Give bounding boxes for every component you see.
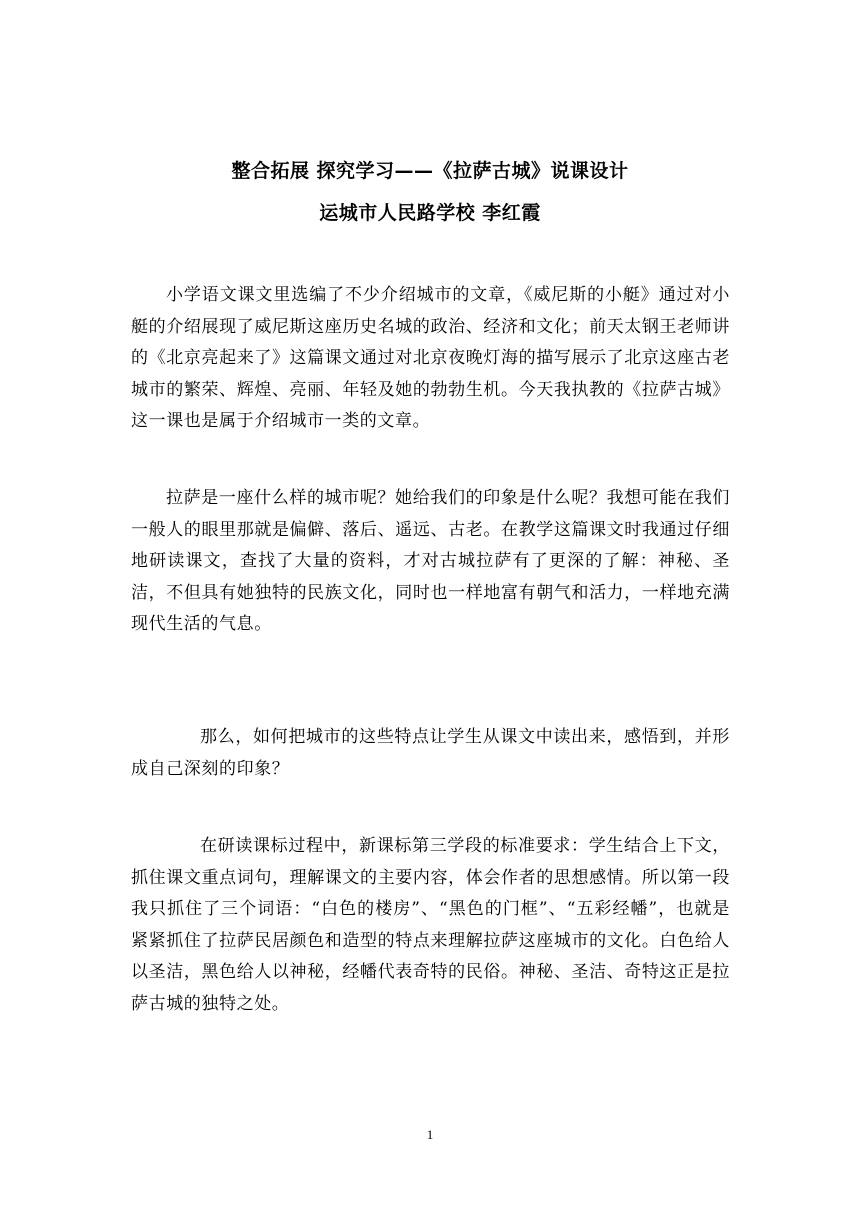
page-number: 1 [426, 1127, 434, 1142]
paragraph-2: 拉萨是一座什么样的城市呢？她给我们的印象是什么呢？我想可能在我们一般人的眼里那就是偏僻、落后、遥远、古老。在教学这篇课文时我通过仔细地研读课文，查找了大量的资料，才对古城拉萨有了更深的了解：神秘、圣洁，不但具有她独特的民族文化，同时也一样地富有朝气和活力，一样地充满现代生活的气息。 [131, 488, 730, 634]
paragraph-4: 在研读课标过程中，新课标第三学段的标准要求：学生结合上下文，抓住课文重点词句，理解课文的主要内容，体会作者的思想感情。所以第一段我只抓住了三个词语：“白色的楼房”、“黑色的门框”、“五彩经幡”，也就是紧紧抓住了拉萨民居颜色和造型的特点来理解拉萨这座城市的文化。白色给人以圣洁，黑色给人以神秘，经幡代表奇特的民俗。神秘、圣洁、奇特这正是拉萨古城的独特之处。 [131, 836, 730, 1014]
author-line: 运城市人民路学校 李红霞 [319, 202, 541, 224]
paragraph-3: 那么，如何把城市的这些特点让学生从课文中读出来，感悟到，并形成自己深刻的印象？ [131, 727, 730, 779]
document-title: 整合拓展 探究学习——《拉萨古城》说课设计 [231, 160, 629, 182]
paragraph-1: 小学语文课文里选编了不少介绍城市的文章，《威尼斯的小艇》通过对小艇的介绍展现了威尼斯这座历史名城的政治、经济和文化；前天太钢王老师讲的《北京亮起来了》这篇课文通过对北京夜晚灯海的描写展示了北京这座古老城市的繁荣、辉煌、亮丽、年轻及她的勃勃生机。今天我执教的《拉萨古城》这一课也是属于介绍城市一类的文章。 [131, 285, 730, 431]
